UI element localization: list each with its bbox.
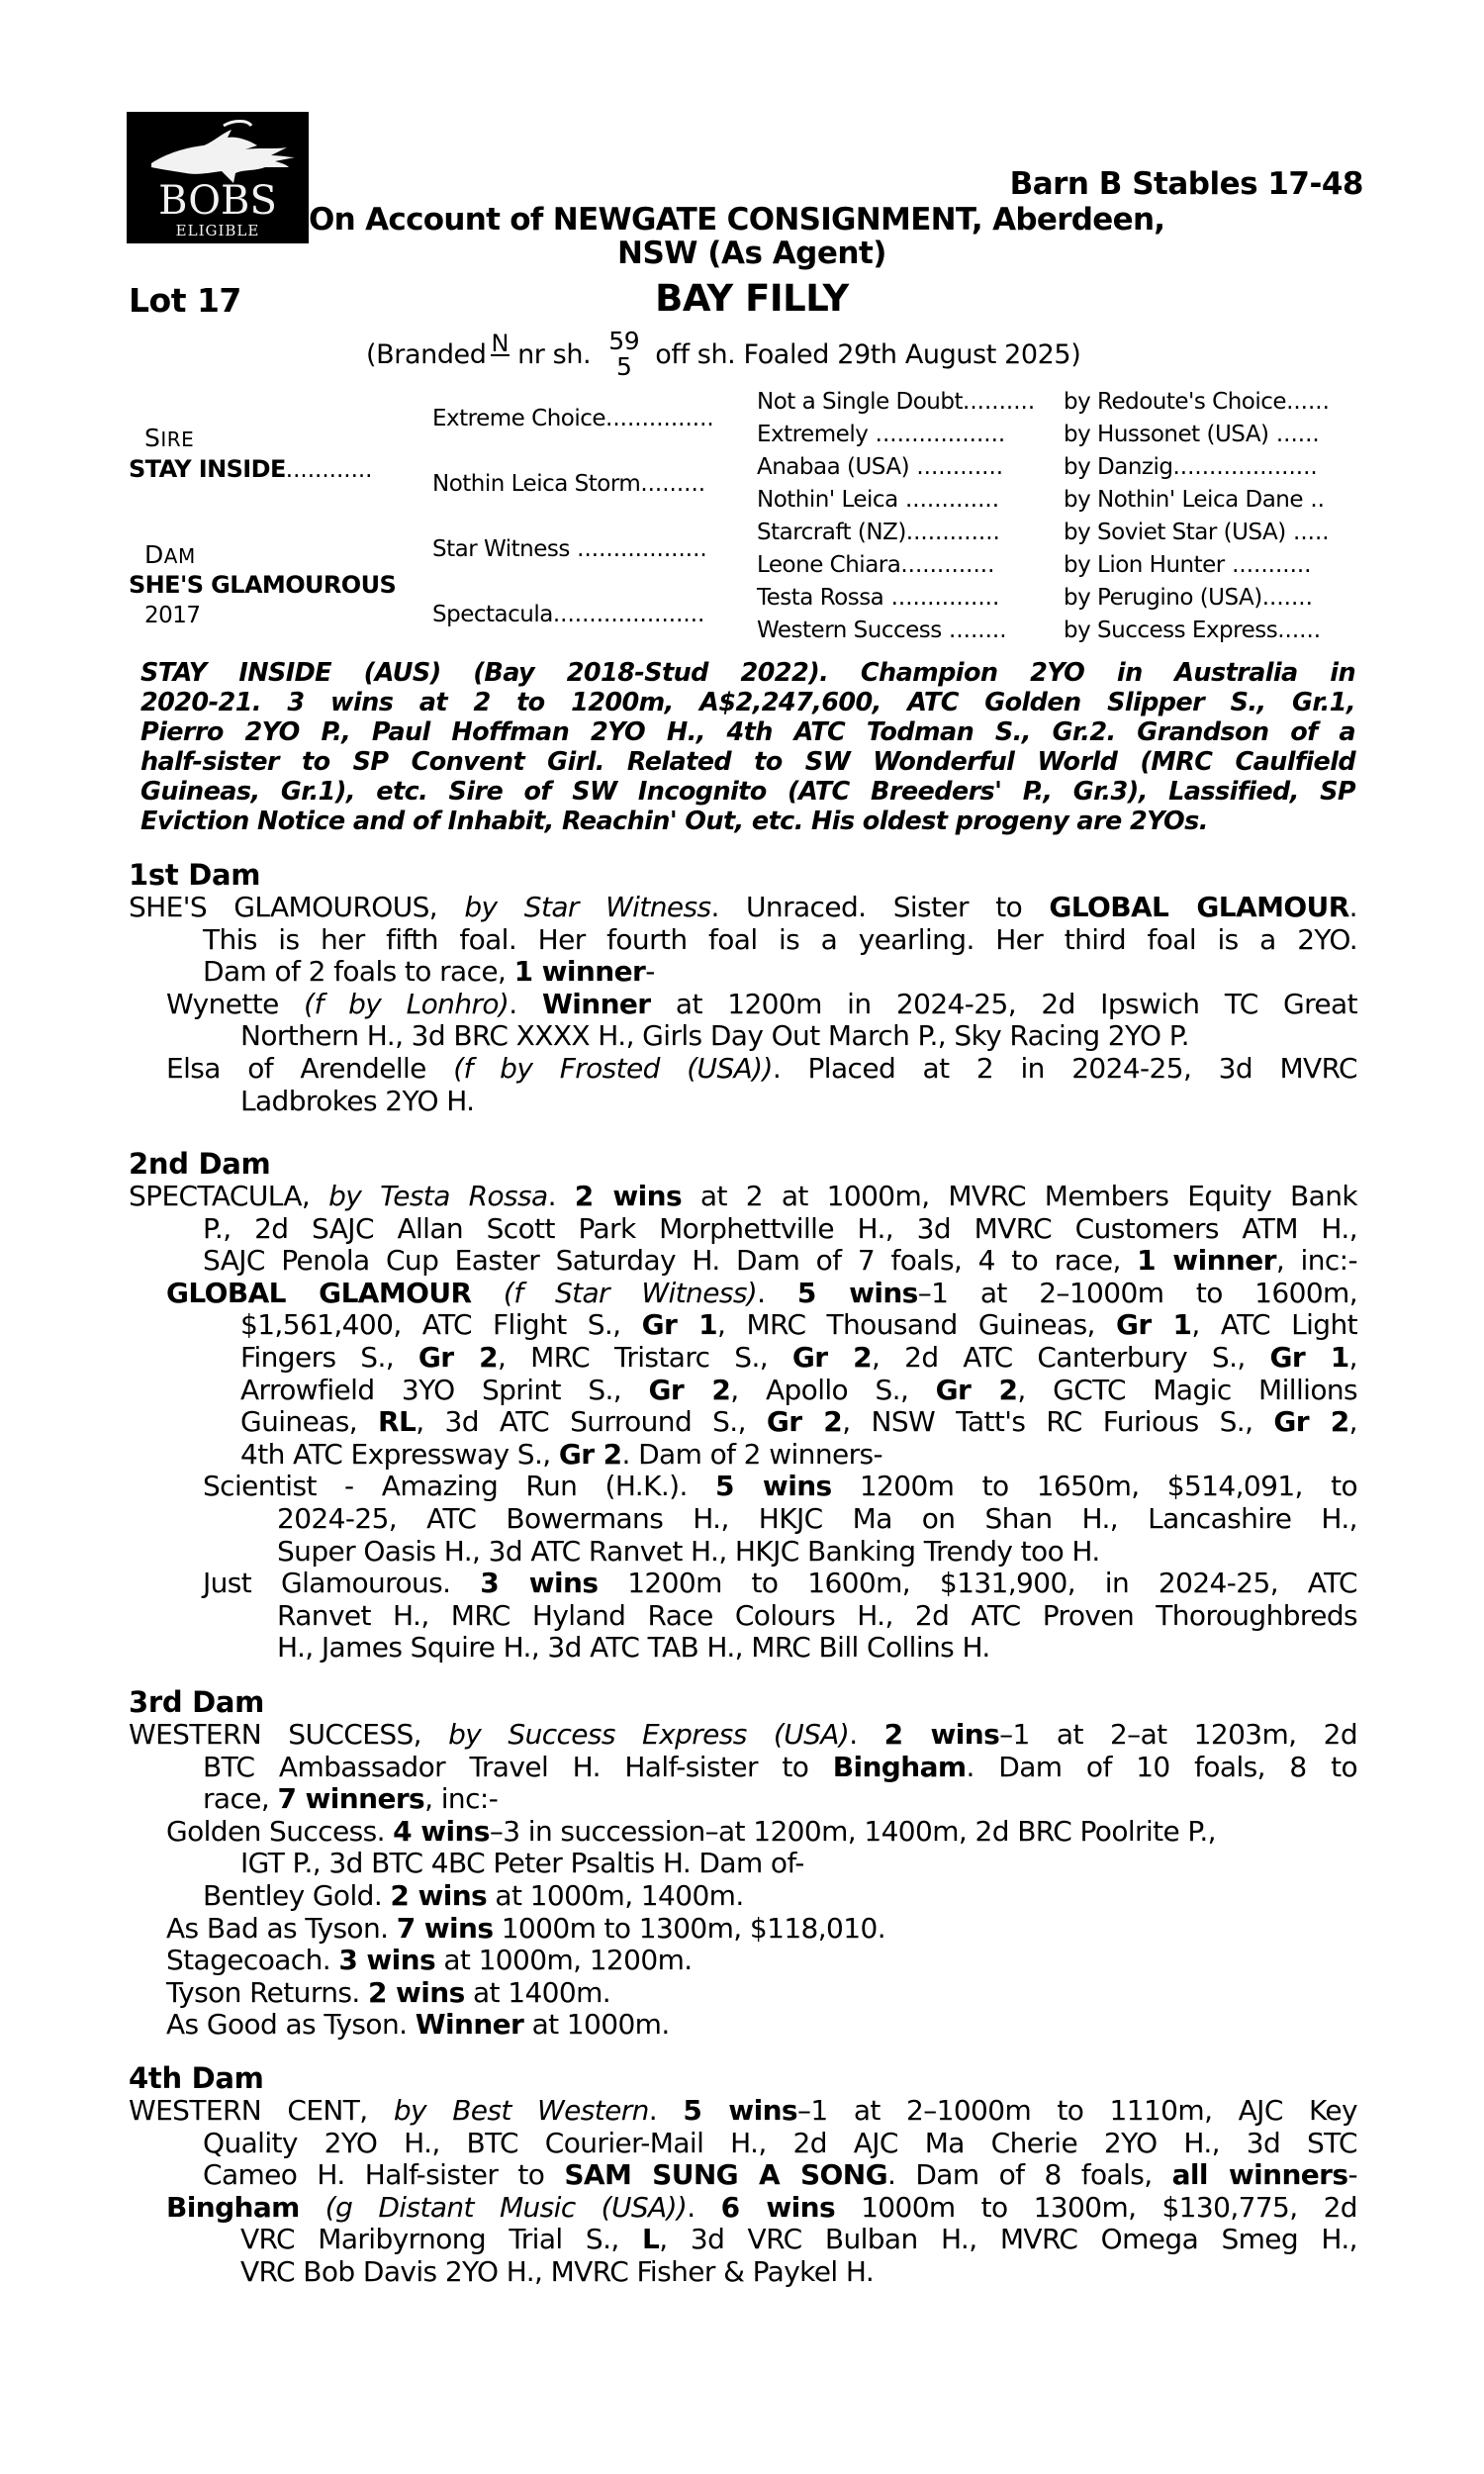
bold-text: Gr 2 <box>648 1373 731 1406</box>
bold-text: Gr 2 <box>417 1341 499 1374</box>
text: IGT P., 3d BTC 4BC Peter Psaltis H. Dam of- <box>240 1847 804 1880</box>
bold-text: 3 wins <box>480 1567 599 1600</box>
bold-text: 3 wins <box>338 1944 436 1977</box>
text: –1 at 2–1000m to 1600m, <box>917 1276 1358 1309</box>
sire-comment <box>140 658 1355 836</box>
barn-stables: Barn B Stables 17-48 <box>1009 166 1363 202</box>
dam-text-line <box>166 1944 693 1976</box>
text: Fingers S., <box>240 1341 418 1374</box>
text: at 1000m, 1400m. <box>487 1879 744 1912</box>
great-grandparent: Western Success ........ <box>757 618 1007 643</box>
bold-text: 1 winner <box>513 955 646 989</box>
text: , GCTC Magic Millions <box>1017 1373 1357 1406</box>
dam-text-line <box>166 1976 610 2009</box>
text: at 1200m in 2024-25, 2d Ipswich TC Great <box>650 987 1357 1020</box>
grandparent: Spectacula..................... <box>432 602 705 627</box>
great-grandparent: Starcraft (NZ)............. <box>757 520 1000 545</box>
dam-year: 2017 <box>144 603 201 628</box>
text: Golden Success. <box>166 1814 394 1848</box>
text: As Good as Tyson. <box>166 2008 416 2042</box>
dam-text-line <box>240 1438 882 1471</box>
text: , 3d ATC Surround S., <box>416 1405 767 1439</box>
great-grandparent-sire: by Nothin' Leica Dane .. <box>1064 487 1325 513</box>
text: at 2 at 1000m, MVRC Members Equity Bank <box>682 1180 1357 1212</box>
text: , <box>1348 1405 1357 1439</box>
italic-text: (f by Frosted (USA)) <box>453 1052 773 1085</box>
dam-text-line <box>203 2127 1357 2159</box>
dam-text-line <box>129 2094 1357 2127</box>
horse-title: BAY FILLY <box>655 277 849 320</box>
text: Ladbrokes 2YO H. <box>240 1084 475 1117</box>
dam-text-line <box>240 1019 1189 1052</box>
text: VRC Bob Davis 2YO H., MVRC Fisher & Paykel H. <box>240 2255 875 2288</box>
text: Wynette <box>166 987 305 1020</box>
sire-comment-line: half-sister to SP Convent Girl. Related to SW Wonderful World (MRC Caulfield <box>140 747 1355 777</box>
dam-text-line <box>129 1718 1357 1751</box>
text: 1000m to 1300m, $130,775, 2d <box>835 2190 1357 2224</box>
text: at 1400m. <box>464 1975 611 2009</box>
sire-comment-line: 2020-21. 3 wins at 2 to 1200m, A$2,247,600, ATC Golden Slipper S., Gr.1, <box>140 688 1355 717</box>
text: SHE'S GLAMOUROUS, <box>129 891 465 923</box>
dam-heading: 3rd Dam <box>129 1685 265 1719</box>
text: Stagecoach. <box>166 1944 339 1977</box>
text: Guineas, <box>240 1405 379 1439</box>
text: . <box>1348 891 1357 923</box>
text: race, <box>203 1782 278 1816</box>
dam-text-line <box>166 1277 1357 1309</box>
dam-heading: 1st Dam <box>129 858 261 892</box>
bold-text: 6 wins <box>720 2190 836 2224</box>
bold-text: Gr 2 <box>791 1341 872 1374</box>
text: 1200m to 1600m, $131,900, in 2024-25, ATC <box>598 1567 1357 1600</box>
horse-head-icon <box>127 112 309 243</box>
bold-text: Gr 1 <box>1269 1341 1349 1374</box>
great-grandparent-sire: by Perugino (USA)....... <box>1064 585 1313 611</box>
svg-text:ELIGIBLE: ELIGIBLE <box>175 222 260 239</box>
text: Quality 2YO H., BTC Courier-Mail H., 2d AJC Ma Cherie 2YO H., 3d STC <box>203 2126 1357 2159</box>
great-grandparent-sire: by Redoute's Choice...... <box>1064 389 1330 415</box>
italic-text: (f by Lonhro) <box>304 987 510 1020</box>
dam-text-line <box>166 1912 885 1945</box>
great-grandparent-sire: by Soviet Star (USA) ..... <box>1064 520 1330 545</box>
text: P., 2d SAJC Allan Scott Park Morphettville H., 3d MVRC Customers ATM H., <box>203 1211 1357 1245</box>
text <box>300 2191 325 2224</box>
bold-text: 7 wins <box>396 1911 494 1945</box>
dam-text-line <box>277 1631 990 1664</box>
text: , NSW Tatt's RC Furious S., <box>842 1405 1274 1439</box>
dam-text-line <box>203 1470 1357 1502</box>
bold-text: Winner <box>415 2008 524 2042</box>
dam-text-line <box>203 1567 1357 1599</box>
dam-text-line <box>240 1085 474 1117</box>
bold-text: 2 wins <box>367 1975 465 2009</box>
consignor-agent: NSW (As Agent) <box>617 236 886 271</box>
text: Super Oasis H., 3d ATC Ranvet H., HKJC Banking Trendy too H. <box>277 1534 1100 1568</box>
dam-text-line <box>240 1374 1357 1406</box>
text: Ranvet H., MRC Hyland Race Colours H., 2d ATC Proven Thoroughbreds <box>277 1598 1357 1632</box>
text: at 1000m. <box>523 2008 670 2042</box>
text: Arrowfield 3YO Sprint S., <box>240 1373 649 1406</box>
dam-text-line <box>129 891 1357 923</box>
dam-text-line <box>166 2008 670 2041</box>
text: –1 at 2–1000m to 1110m, AJC Key <box>796 2094 1357 2127</box>
dam-text-line <box>203 1879 744 1912</box>
text: Tyson Returns. <box>166 1975 368 2009</box>
text: . Dam of 2 winners- <box>621 1437 883 1471</box>
text: . <box>757 1276 797 1309</box>
brand-number <box>608 329 639 380</box>
dam-text-line <box>166 988 1357 1020</box>
bold-text: GLOBAL GLAMOUR <box>1049 891 1349 923</box>
dam-heading: 2nd Dam <box>129 1147 271 1181</box>
dam-name: SHE'S GLAMOUROUS <box>129 571 397 599</box>
text: Bentley Gold. <box>203 1879 391 1912</box>
great-grandparent: Leone Chiara............. <box>757 552 995 578</box>
text: 2024-25, ATC Bowermans H., HKJC Ma on Shan H., Lancashire H., <box>277 1502 1357 1535</box>
great-grandparent: Testa Rossa ............... <box>757 585 1000 611</box>
text: Cameo H. Half-sister to <box>203 2158 565 2192</box>
bold-text: L <box>641 2223 660 2256</box>
bold-text: Gr 1 <box>1115 1308 1192 1342</box>
text: - <box>1347 2158 1357 2192</box>
great-grandparent: Extremely .................. <box>757 422 1006 447</box>
great-grandparent-sire: by Danzig.................... <box>1064 454 1318 480</box>
text: –1 at 2–at 1203m, 2d <box>999 1718 1357 1751</box>
bold-text: RL <box>378 1405 417 1439</box>
text: Northern H., 3d BRC XXXX H., Girls Day Out March P., Sky Racing 2YO P. <box>240 1019 1189 1053</box>
dam-text-line <box>277 1502 1357 1535</box>
great-grandparent: Nothin' Leica ............. <box>757 487 1000 513</box>
dam-text-line <box>240 1308 1357 1341</box>
text: , inc:- <box>424 1782 499 1816</box>
dam-text-line <box>129 1180 1357 1212</box>
bold-text: 5 wins <box>714 1470 832 1503</box>
sire-comment-line: Guineas, Gr.1), etc. Sire of SW Incognito (ATC Breeders' P., Gr.3), Lassified, SP <box>140 777 1355 807</box>
dam-text-line <box>203 2158 1357 2191</box>
grandparent: Star Witness .................. <box>432 536 707 562</box>
text: This is her fifth foal. Her fourth foal is a yearling. Her third foal is a 2YO. <box>203 922 1357 956</box>
text: , Apollo S., <box>730 1373 936 1406</box>
italic-text: by Testa Rossa <box>328 1180 548 1212</box>
bold-text: Bingham <box>832 1750 967 1783</box>
dam-text-line <box>166 1815 1216 1848</box>
branding-line <box>366 325 1080 384</box>
bold-text: Gr 1 <box>641 1308 718 1342</box>
bold-text: Gr 2 <box>935 1373 1018 1406</box>
text: , <box>1348 1341 1357 1374</box>
text: SAJC Penola Cup Easter Saturday H. Dam of 7 foals, 4 to race, <box>203 1244 1138 1278</box>
great-grandparent-sire: by Lion Hunter ........... <box>1064 552 1312 578</box>
text: . Dam of 8 foals, <box>886 2158 1172 2192</box>
dam-heading: 4th Dam <box>129 2061 264 2095</box>
text: 4th ATC Expressway S., <box>240 1437 559 1471</box>
dam-text-line <box>203 955 655 988</box>
italic-text: by Star Witness <box>464 891 711 923</box>
text: 1200m to 1650m, $514,091, to <box>831 1470 1357 1503</box>
italic-text: (g Distant Music (USA)) <box>325 2190 688 2224</box>
branded-prefix: (Branded <box>366 338 487 370</box>
text: Elsa of Arendelle <box>166 1052 454 1085</box>
text: , MRC Tristarc S., <box>498 1341 792 1374</box>
text: WESTERN CENT, <box>129 2094 394 2127</box>
bold-text: GLOBAL GLAMOUR <box>166 1276 472 1309</box>
text: . <box>687 2190 721 2224</box>
brand-mark-icon: N <box>491 330 510 357</box>
dam-text-line <box>203 1244 1357 1277</box>
text: at 1000m, 1200m. <box>435 1944 693 1977</box>
bold-text: 7 winners <box>277 1782 425 1816</box>
dam-text-line <box>203 1751 1357 1783</box>
sire-name: STAY INSIDE............ <box>129 455 373 483</box>
bold-text: Winner <box>541 987 651 1020</box>
text: Just Glamourous. <box>203 1567 481 1600</box>
sire-comment-line: STAY INSIDE (AUS) (Bay 2018-Stud 2022). Champion 2YO in Australia in <box>140 658 1355 688</box>
dam-text-line <box>203 1212 1357 1245</box>
branded-suffix: off sh. Foaled 29th August 2025) <box>655 338 1081 370</box>
branded-mid: nr sh. <box>517 338 592 370</box>
text: , ATC Light <box>1191 1308 1357 1342</box>
text: . Unraced. Sister to <box>710 891 1050 923</box>
bold-text: Gr 2 <box>766 1405 843 1439</box>
italic-text: by Best Western <box>393 2094 649 2127</box>
text: VRC Maribyrnong Trial S., <box>240 2223 642 2256</box>
text: WESTERN SUCCESS, <box>129 1718 449 1751</box>
text: , inc:- <box>1275 1244 1358 1278</box>
text: , 2d ATC Canterbury S., <box>872 1341 1270 1374</box>
dam-label: DAM <box>144 540 196 569</box>
bold-text: Gr 2 <box>1273 1405 1349 1439</box>
brand-number-top: 59 <box>608 327 640 355</box>
bold-text: SAM SUNG A SONG <box>564 2158 887 2192</box>
dam-text-line <box>166 2191 1357 2224</box>
dam-text-line <box>240 1405 1357 1438</box>
bold-text: 1 winner <box>1137 1244 1276 1278</box>
sire-label: SIRE <box>144 424 195 452</box>
dam-text-line <box>240 1341 1357 1374</box>
grandparent: Nothin Leica Storm......... <box>432 471 706 497</box>
dam-text-line <box>203 1782 498 1815</box>
text: Dam of 2 foals to race, <box>203 955 514 989</box>
dam-text-line <box>277 1535 1100 1568</box>
text: - <box>645 955 655 989</box>
dam-text-line <box>240 2223 1357 2255</box>
bold-text: 2 wins <box>883 1718 1000 1751</box>
text <box>471 1277 503 1309</box>
text: , MRC Thousand Guineas, <box>717 1308 1116 1342</box>
lot-number: Lot 17 <box>129 281 241 320</box>
bold-text: 5 wins <box>796 1276 918 1309</box>
text: . Dam of 10 foals, 8 to <box>966 1750 1358 1783</box>
text: Scientist - Amazing Run (H.K.). <box>203 1470 715 1503</box>
text: , 3d VRC Bulban H., MVRC Omega Smeg H., <box>659 2223 1357 2256</box>
great-grandparent: Anabaa (USA) ............ <box>757 454 1004 480</box>
bobs-eligible-logo <box>127 112 309 243</box>
sire-comment-line: Pierro 2YO P., Paul Hoffman 2YO H., 4th ATC Todman S., Gr.2. Grandson of a <box>140 717 1355 747</box>
italic-text: (f Star Witness) <box>503 1276 758 1309</box>
italic-text: by Success Express (USA) <box>448 1718 850 1751</box>
bold-text: Bingham <box>166 2190 300 2224</box>
dam-text-line <box>240 2255 874 2288</box>
bold-text: 4 wins <box>393 1814 490 1848</box>
text: SPECTACULA, <box>129 1180 329 1212</box>
dam-text-line <box>240 1847 804 1879</box>
text: 1000m to 1300m, $118,010. <box>493 1911 886 1945</box>
svg-text:BOBS: BOBS <box>158 178 277 224</box>
great-grandparent-sire: by Success Express...... <box>1064 618 1322 643</box>
dam-text-line <box>277 1599 1357 1632</box>
text: . <box>648 2094 684 2127</box>
bold-text: 5 wins <box>683 2094 797 2127</box>
text: . <box>509 987 542 1020</box>
text: As Bad as Tyson. <box>166 1911 397 1945</box>
bold-text: all winners <box>1171 2158 1348 2192</box>
sire-comment-line: Eviction Notice and of Inhabit, Reachin' Out, etc. His oldest progeny are 2YOs. <box>140 807 1208 836</box>
text: H., James Squire H., 3d ATC TAB H., MRC Bill Collins H. <box>277 1631 990 1665</box>
text: BTC Ambassador Travel H. Half-sister to <box>203 1750 833 1783</box>
dam-text-line <box>203 923 1357 956</box>
text: –3 in succession–at 1200m, 1400m, 2d BRC Poolrite P., <box>489 1814 1216 1848</box>
grandparent: Extreme Choice............... <box>432 406 714 431</box>
great-grandparent: Not a Single Doubt.......... <box>757 389 1036 415</box>
text: . <box>547 1180 575 1212</box>
great-grandparent-sire: by Hussonet (USA) ...... <box>1064 422 1320 447</box>
text: . <box>849 1718 884 1751</box>
bold-text: 2 wins <box>390 1879 488 1912</box>
text: . Placed at 2 in 2024-25, 3d MVRC <box>772 1052 1357 1085</box>
consignor-line: On Account of NEWGATE CONSIGNMENT, Aberdeen, <box>309 202 1165 238</box>
bold-text: 2 wins <box>574 1180 683 1212</box>
bold-text: Gr 2 <box>558 1437 622 1471</box>
text: $1,561,400, ATC Flight S., <box>240 1308 642 1342</box>
brand-number-bottom: 5 <box>616 352 632 381</box>
dam-text-line <box>166 1052 1357 1085</box>
